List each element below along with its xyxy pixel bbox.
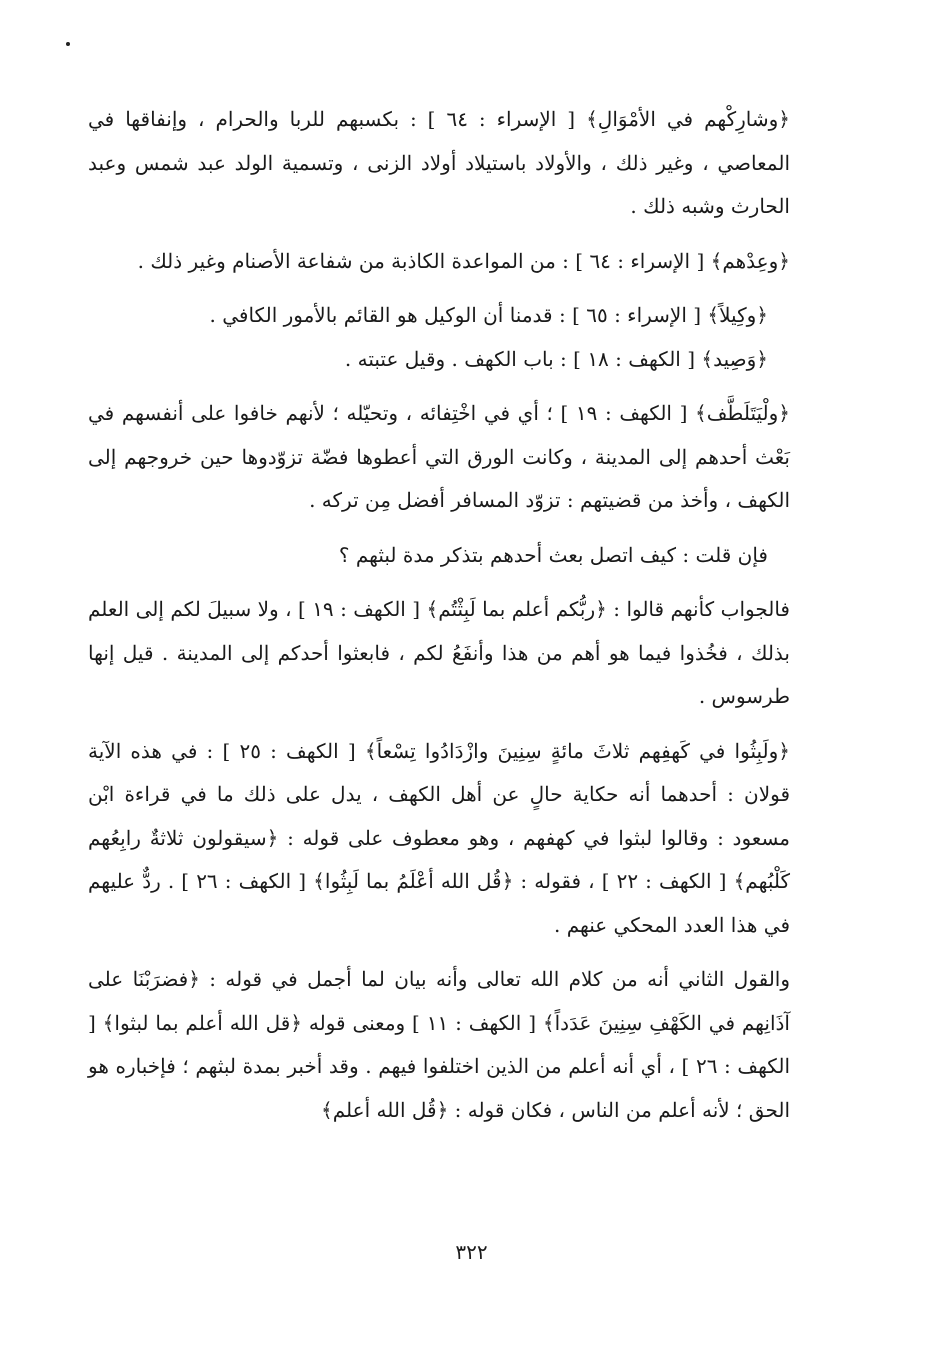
paragraph: ﴿وكِيلاً﴾ [ الإسراء : ٦٥ ] : قدمنا أن الوكيل هو القائم بالأمور الكافي . bbox=[209, 303, 768, 327]
paragraph: فالجواب كأنهم قالوا : ﴿ربُّكم أعلم بما لَبِثْتُم﴾ [ الكهف : ١٩ ] ، ولا سبيلَ لكم إلى العلم بذلك ، فخُذوا فيما هو أهم من هذا وأنفَعُ لكم ، فابعثوا أحدكم إلى المدينة . قيل إنها طرسوس . bbox=[88, 597, 790, 708]
paragraph: ﴿وَصِيد﴾ [ الكهف : ١٨ ] : باب الكهف . وقيل عتبته . bbox=[344, 346, 768, 371]
paragraph: ﴿وشارِكْهم في الأمْوَالِ﴾ [ الإسراء : ٦٤ ] : بكسبهم للربا والحرام ، وإنفاقها في المعاصي ، وغير ذلك ، والأولاد باستيلاد أولاد الزنى ، وتسمية الولد عبد شمس وعبد الحارث وشبه ذلك . bbox=[88, 107, 791, 218]
page-number: ٣٢٢ bbox=[455, 1240, 488, 1264]
paragraph: ﴿ولَبِثُوا في كَهفِهم ثلاثَ مائةٍ سِنِينَ وازْدَادُوا تِسْعاً﴾ [ الكهف : ٢٥ ] : في هذه الآية قولان : أحدهما أنه حكاية حالٍ عن أهل الكهف ، يدل على ذلك ما في قراءة ابْن مسعود : وقالوا لبثوا في كهفهم ، وهو معطوف على قوله : ﴿سيقولون ثلاثةٌ رابِعُهم كَلْبُهم﴾ [ الكهف : ٢٢ ] ، فقوله : ﴿قُل الله أعْلَمُ بما لَبِثُوا﴾ [ الكهف : ٢٦ ] . ردٌّ عليهم في هذا العدد المحكي عنهم . bbox=[88, 738, 790, 937]
margin-dot bbox=[66, 42, 70, 46]
paragraph: ﴿ولْيَتَلَطَّف﴾ [ الكهف : ١٩ ] ؛ أي في اخْتِفائه ، وتحيّله ؛ لأنهم خافوا على أنفسهم في بَعْث أحدهم إلى المدينة ، وكانت الورق التي أعطوها فضّة تزوّدوها حين خروجهم إلى الكهف ، وأخذ من قضيتهم : تزوّد المسافر أفضل مِن تركه . bbox=[88, 401, 790, 512]
page-body bbox=[88, 98, 790, 1132]
paragraph: فإن قلت : كيف اتصل بعث أحدهم بتذكر مدة لبثهم ؟ bbox=[338, 542, 768, 567]
paragraph: ﴿وعِدْهم﴾ [ الإسراء : ٦٤ ] : من المواعدة الكاذبة من شفاعة الأصنام وغير ذلك . bbox=[137, 248, 790, 273]
paragraph: والقول الثاني أنه من كلام الله تعالى وأنه بيان لما أجمل في قوله : ﴿فضرَبْنَا على آذَانِهم في الكَهْفِ سِنِينَ عَدَداً﴾ [ الكهف : ١١ ] ومعنى قوله ﴿قل الله أعلم بما لبثوا﴾ [ الكهف : ٢٦ ] ، أي أنه أعلم من الذين اختلفوا فيهم . وقد أخبر بمدة لبثهم ؛ فإخباره هو الحق ؛ لأنه أعلم من الناس ، فكان قوله : ﴿قُل الله أعلم﴾ bbox=[88, 967, 790, 1122]
